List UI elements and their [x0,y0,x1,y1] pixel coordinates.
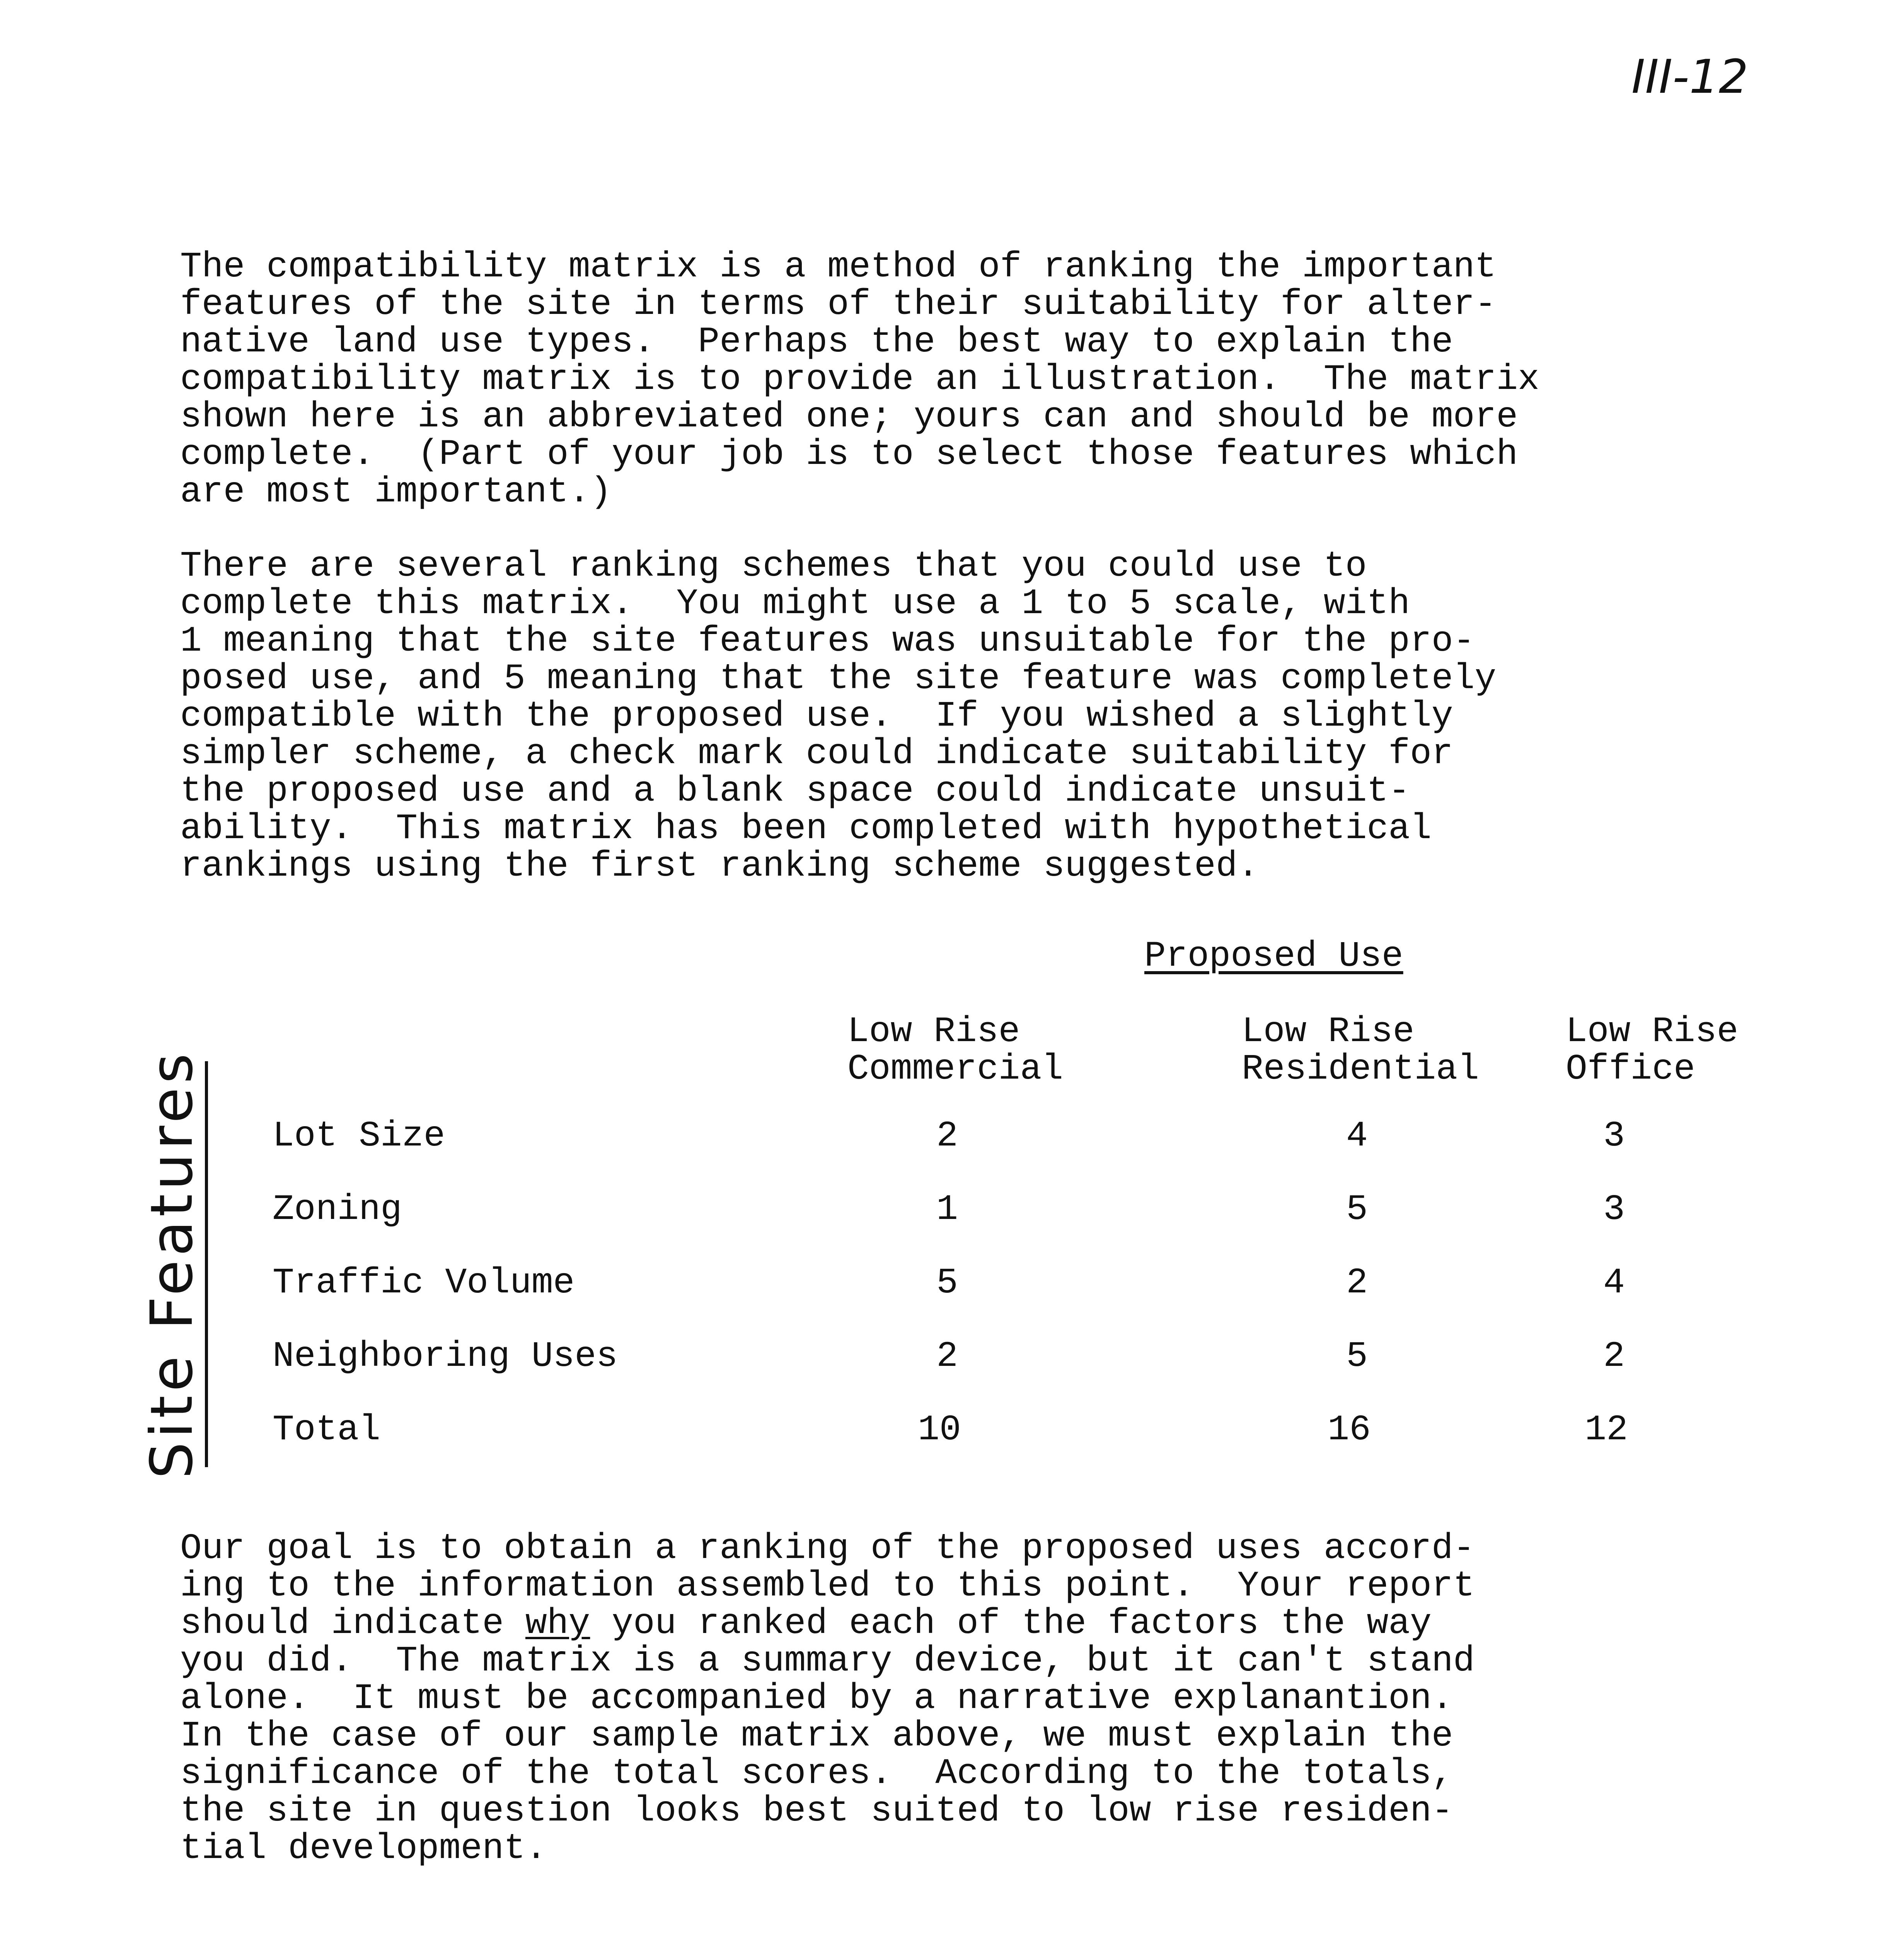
table-cell: 12 [1585,1410,1628,1450]
table-cell: 5 [1346,1189,1368,1230]
text-segment: should indicate [180,1603,525,1644]
table-cell: 4 [1603,1263,1625,1303]
emphasis-why: why [525,1603,590,1644]
table-cell: 10 [918,1410,961,1450]
table-cell: 3 [1603,1189,1625,1230]
text-line: tial development. [180,1828,547,1869]
column-header-line: Office [1566,1049,1695,1089]
conclusion-paragraph [180,1530,1688,1867]
table-cell: 1 [936,1189,958,1230]
text-line: native land use types. Perhaps the best way to explain the [180,322,1453,362]
table-cell: 2 [1346,1263,1368,1303]
column-header-commercial [847,1013,1063,1088]
text-line: complete. (Part of your job is to select those features which [180,434,1518,475]
text-line: the proposed use and a blank space could indicate unsuit- [180,771,1410,811]
text-line: Our goal is to obtain a ranking of the proposed uses accord- [180,1528,1475,1569]
text-line: complete this matrix. You might use a 1 to 5 scale, with [180,583,1410,624]
text-line: the site in question looks best suited to low rise residen- [180,1791,1453,1831]
table-cell: 4 [1346,1116,1368,1156]
column-header-residential [1242,1013,1479,1088]
text-line: ability. This matrix has been completed with hypothetical [180,808,1432,849]
ranking-schemes-paragraph [180,547,1688,885]
text-line [180,1605,1688,1642]
table-cell: 16 [1328,1410,1371,1450]
text-line: There are several ranking schemes that you could use to [180,546,1367,586]
text-line: The compatibility matrix is a method of ranking the important [180,247,1497,287]
text-line: rankings using the first ranking scheme suggested. [180,846,1259,886]
table-cell: 5 [1346,1336,1368,1377]
site-features-side-label [138,1049,208,1479]
row-label-total: Total [273,1410,381,1450]
text-line: features of the site in terms of their suitability for alter- [180,284,1497,325]
text-line: shown here is an abbreviated one; yours can and should be more [180,397,1518,437]
table-cell: 2 [1603,1336,1625,1377]
table-cell: 2 [936,1116,958,1156]
column-header-office [1566,1013,1738,1088]
column-header-line: Residential [1242,1049,1479,1089]
page-number: III-12 [1631,50,1749,104]
text-line: compatible with the proposed use. If you wished a slightly [180,696,1453,736]
row-label-zoning: Zoning [273,1189,402,1230]
text-segment: you ranked each of the factors the way [590,1603,1432,1644]
text-line: you did. The matrix is a summary device, but it can't stand [180,1641,1475,1681]
text-line: 1 meaning that the site features was unsuitable for the pro- [180,621,1475,661]
column-header-line: Low Rise [1242,1011,1415,1052]
row-label-lot-size: Lot Size [273,1116,445,1156]
text-line: posed use, and 5 meaning that the site feature was completely [180,658,1497,699]
text-line: ing to the information assembled to this point. Your report [180,1566,1475,1606]
table-cell: 3 [1603,1116,1625,1156]
text-line: simpler scheme, a check mark could indicate suitability for [180,733,1453,774]
intro-paragraph [180,248,1688,511]
matrix-heading: Proposed Use [1144,936,1403,977]
row-label-traffic-volume: Traffic Volume [273,1263,575,1303]
text-line: significance of the total scores. According to the totals, [180,1753,1453,1794]
side-label-text: Site Features [138,1049,206,1479]
table-cell: 2 [936,1336,958,1377]
text-line: are most important.) [180,472,612,512]
text-line: alone. It must be accompanied by a narrative explanantion. [180,1678,1453,1719]
table-cell: 5 [936,1263,958,1303]
column-header-line: Low Rise [847,1011,1020,1052]
column-header-line: Low Rise [1566,1011,1739,1052]
row-label-neighboring-uses: Neighboring Uses [273,1336,618,1377]
text-line: compatibility matrix is to provide an illustration. The matrix [180,359,1539,400]
text-line: In the case of our sample matrix above, we must explain the [180,1716,1453,1756]
column-header-line: Commercial [847,1049,1064,1089]
